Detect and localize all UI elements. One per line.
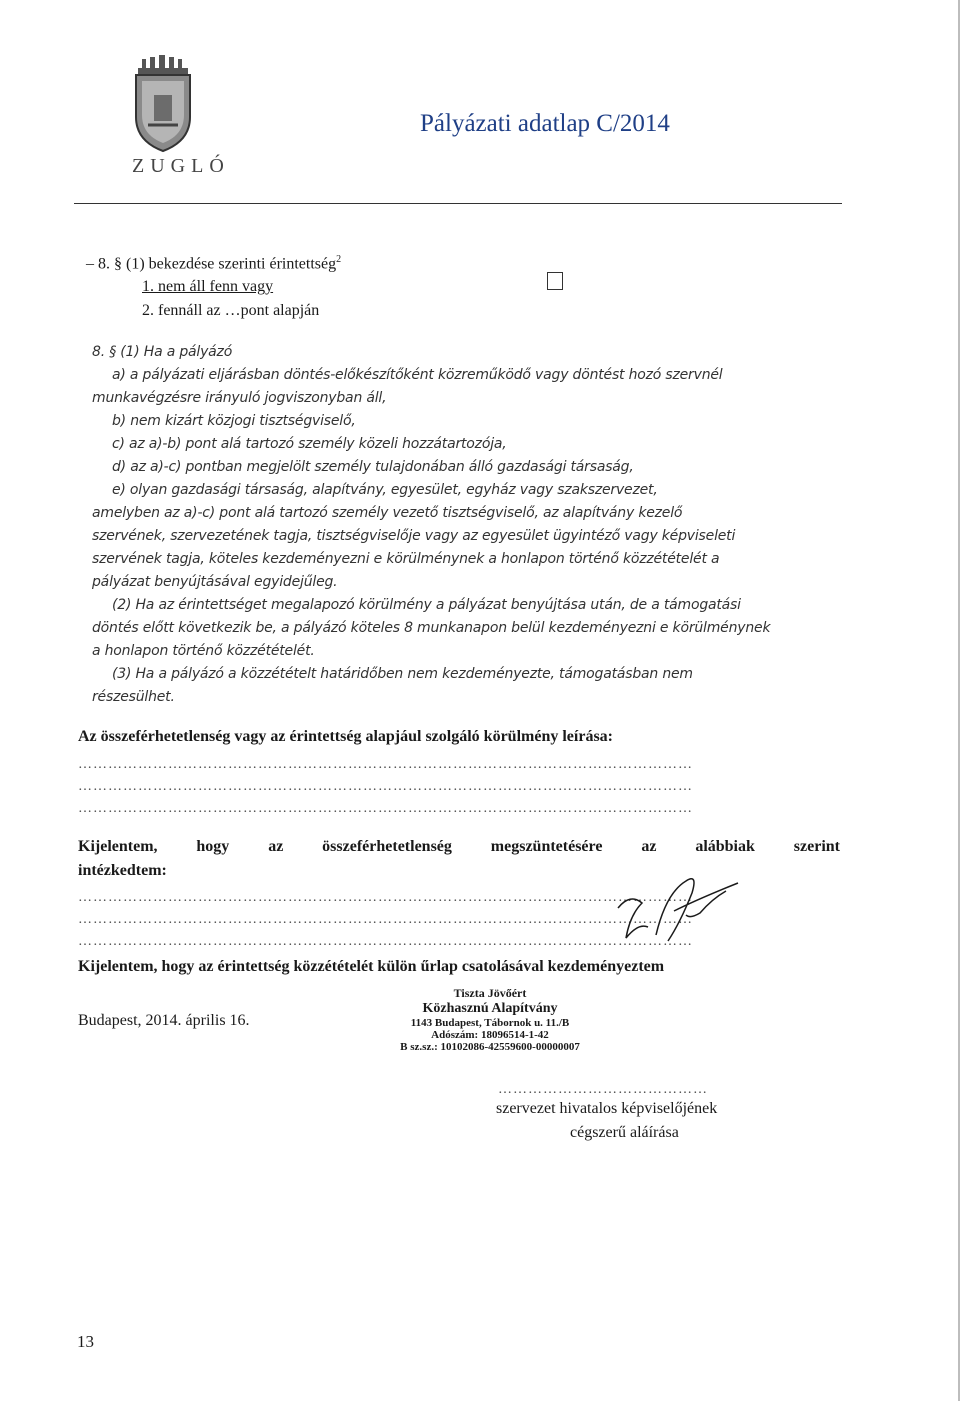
signature-line[interactable]: ……………………………………: [498, 1082, 708, 1097]
organization-stamp: [370, 986, 610, 1053]
description-field-line[interactable]: ……………………………………………………………………………………………………………: [78, 779, 693, 794]
measures-field-line[interactable]: ……………………………………………………………………………………………………………: [78, 912, 693, 927]
coat-of-arms-logo: [128, 55, 230, 183]
law-line: szervének tagja, köteles kezdeményezni e körülménynek a honlapon történő közzétételét a: [92, 551, 720, 567]
section8-heading-text: – 8. § (1) bekezdése szerinti érintettség: [86, 255, 337, 273]
law-heading: 8. § (1) Ha a pályázó: [92, 344, 233, 360]
footnote-marker: 2: [336, 254, 342, 265]
law-line: pályázat benyújtásával egyidejűleg.: [92, 574, 338, 590]
stamp-line: B sz.sz.: 10102086-42559600-00000007: [400, 1041, 580, 1053]
header-divider: [74, 203, 842, 204]
checkbox[interactable]: [547, 272, 563, 290]
description-field-line[interactable]: ……………………………………………………………………………………………………………: [78, 757, 693, 772]
measures-label-line2: intézkedtem:: [78, 862, 167, 879]
measures-field-line[interactable]: ……………………………………………………………………………………………………………: [78, 890, 693, 905]
law-line: a honlapon történő közzétételét.: [92, 643, 315, 659]
page-title: Pályázati adatlap C/2014: [420, 110, 670, 137]
law-line: (3) Ha a pályázó a közzétételt határidőben nem kezdeményezte, támogatásban nem: [112, 666, 693, 682]
option-not-applicable: 1. nem áll fenn vagy: [142, 278, 274, 295]
law-line: a) a pályázati eljárásban döntés-előkészítőként közreműködő vagy döntést hozó szervnél: [112, 367, 723, 383]
description-label: Az összeférhetetlenség vagy az érintettség alapjául szolgáló körülmény leírása:: [78, 728, 613, 745]
measures-label-line1: Kijelentem, hogy az összeférhetetlenség megszüntetésére az alábbiak szerint: [78, 838, 840, 855]
law-line: amelyben az a)-c) pont alá tartozó személy vezető tisztségviselő, az alapítvány kezelő: [92, 505, 683, 521]
stamp-line: Tiszta Jövőért: [453, 986, 527, 1000]
measures-field-line[interactable]: ……………………………………………………………………………………………………………: [78, 934, 693, 949]
description-field-line[interactable]: ……………………………………………………………………………………………………………: [78, 801, 693, 816]
section8-heading: [86, 254, 341, 273]
place-date: Budapest, 2014. április 16.: [78, 1012, 250, 1029]
publication-declaration: Kijelentem, hogy az érintettség közzétételét külön űrlap csatolásával kezdeményeztem: [78, 958, 665, 975]
signature-caption-2: cégszerű aláírása: [570, 1124, 679, 1141]
law-line: munkavégzésre irányuló jogviszonyban áll,: [92, 390, 387, 406]
law-line: d) az a)-c) pontban megjelölt személy tulajdonában álló gazdasági társaság,: [112, 459, 634, 475]
law-line: b) nem kizárt közjogi tisztségviselő,: [112, 413, 356, 429]
law-line: részesülhet.: [92, 689, 175, 705]
law-line: c) az a)-b) pont alá tartozó személy közeli hozzátartozója,: [112, 436, 507, 452]
page-number: 13: [77, 1332, 94, 1351]
law-line: (2) Ha az érintettséget megalapozó körülmény a pályázat benyújtása után, de a támogatási: [112, 597, 741, 613]
law-line: döntés előtt következik be, a pályázó köteles 8 munkanapon belül kezdeményezni e körülménynek: [92, 620, 771, 636]
option-applicable: 2. fennáll az …pont alapján: [142, 302, 320, 319]
law-line: szervének, szervezetének tagja, tisztségviselője vagy az egyesület ügyintéző vagy képviseleti: [92, 528, 736, 544]
stamp-line: 1143 Budapest, Tábornok u. 11./B: [410, 1017, 570, 1029]
stamp-line: Adószám: 18096514-1-42: [431, 1029, 549, 1041]
law-line: e) olyan gazdasági társaság, alapítvány, egyesület, egyház vagy szakszervezet,: [112, 482, 658, 498]
handwritten-signature: [608, 853, 758, 968]
signature-caption-1: szervezet hivatalos képviselőjének: [496, 1100, 718, 1117]
logo-text: ZUGLÓ: [132, 155, 230, 177]
stamp-line: Közhasznú Alapítvány: [422, 1001, 558, 1016]
